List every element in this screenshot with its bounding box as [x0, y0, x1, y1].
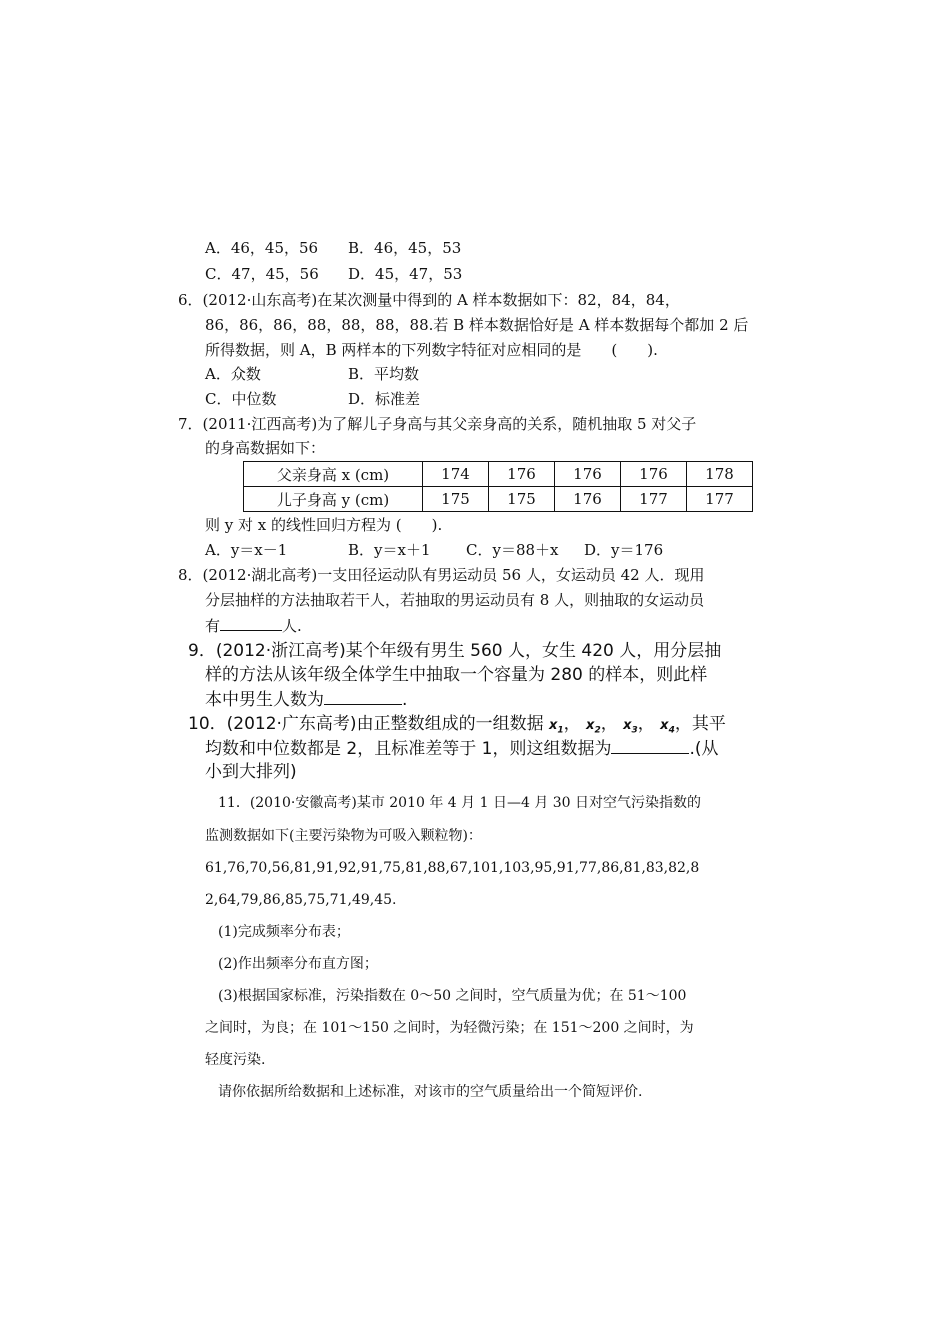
table-row	[244, 487, 753, 512]
table-header-son: 儿子身高 y (cm)	[244, 487, 423, 512]
q11-data-line2: 2,64,79,86,85,75,71,49,45.	[205, 892, 397, 908]
q10-line1-prefix: 10．(2012·广东高考)由正整数组成的一组数据	[188, 714, 544, 734]
q10-stem-line1: 10．(2012·广东高考)由正整数组成的一组数据 $x_1$， $x_2$， $x_3$， $x_4$，其平	[188, 714, 726, 736]
q7-option-b: B．y＝x＋1	[348, 541, 431, 559]
table-cell: 176	[621, 462, 687, 487]
q7-option-d: D．y＝176	[584, 541, 664, 559]
q8-line3-suffix: 人.	[282, 617, 302, 635]
table-cell: 175	[489, 487, 555, 512]
q10-stem-line3: 小到大排列)	[205, 762, 297, 782]
q6-stem-line3: 所得数据，则 A，B 两样本的下列数字特征对应相同的是 ( ).	[205, 341, 658, 359]
q10-stem-line2	[205, 737, 719, 760]
data-variable: $x_2$	[586, 718, 601, 736]
q11-part1: (1)完成频率分布表；	[218, 924, 350, 940]
q8-stem-line2: 分层抽样的方法抽取若干人，若抽取的男运动员有 8 人，则抽取的女运动员	[205, 591, 705, 609]
q11-part3-line3: 轻度污染.	[205, 1052, 266, 1068]
table-cell: 175	[423, 487, 489, 512]
q9-stem-line2: 样的方法从该年级全体学生中抽取一个容量为 280 的样本，则此样	[205, 665, 708, 685]
data-variable: $x_3$	[623, 718, 638, 736]
table-cell: 177	[687, 487, 753, 512]
answer-blank	[611, 737, 689, 754]
q5-option-b: B．46，45，53	[348, 239, 462, 257]
q8-line3-prefix: 有	[205, 617, 221, 635]
q11-part2: (2)作出频率分布直方图；	[218, 956, 378, 972]
q6-option-c: C．中位数	[205, 390, 277, 408]
q11-part3-line2: 之间时，为良；在 101～150 之间时，为轻微污染；在 151～200 之间时，为	[205, 1020, 694, 1036]
q5-option-c: C．47，45，56	[205, 265, 319, 283]
data-variable: $x_4$	[660, 718, 675, 736]
q9-line3-suffix: .	[402, 690, 408, 710]
q5-option-a: A．46，45，56	[205, 239, 319, 257]
table-header-father: 父亲身高 x (cm)	[244, 462, 423, 487]
q8-stem-line3	[205, 614, 302, 636]
table-cell: 176	[555, 487, 621, 512]
answer-blank	[324, 688, 402, 705]
q6-stem-line2: 86，86，86，88，88，88，88.若 B 样本数据恰好是 A 样本数据每个都加 2 后	[205, 316, 749, 334]
q5-option-d: D．45，47，53	[348, 265, 463, 283]
height-data-table	[243, 461, 753, 512]
q6-option-d: D．标准差	[348, 390, 421, 408]
q11-stem-line2: 监测数据如下(主要污染物为可吸入颗粒物)：	[205, 828, 482, 844]
q6-option-b: B．平均数	[348, 365, 420, 383]
q7-option-c: C．y＝88＋x	[466, 541, 559, 559]
q9-line3-prefix: 本中男生人数为	[205, 690, 324, 710]
table-cell: 177	[621, 487, 687, 512]
q8-stem-line1: 8．(2012·湖北高考)一支田径运动队有男运动员 56 人，女运动员 42 人．现用	[178, 566, 705, 584]
q7-option-a: A．y＝x－1	[205, 541, 288, 559]
q11-stem-line1: 11．(2010·安徽高考)某市 2010 年 4 月 1 日—4 月 30 日对空气污染指数的	[218, 795, 702, 811]
q7-stem-line1: 7．(2011·江西高考)为了解儿子身高与其父亲身高的关系，随机抽取 5 对父子	[178, 415, 697, 433]
q11-part3-line1: (3)根据国家标准，污染指数在 0～50 之间时，空气质量为优；在 51～100	[218, 988, 687, 1004]
table-cell: 174	[423, 462, 489, 487]
q7-stem-line3: 则 y 对 x 的线性回归方程为 ( ).	[205, 516, 443, 534]
table-cell: 178	[687, 462, 753, 487]
data-variable: $x_1$	[548, 718, 564, 736]
table-cell: 176	[489, 462, 555, 487]
q10-line2-suffix: .(从	[689, 739, 719, 759]
table-cell: 176	[555, 462, 621, 487]
q7-stem-line2: 的身高数据如下：	[205, 439, 326, 457]
q11-part3-line4: 请你依据所给数据和上述标准，对该市的空气质量给出一个简短评价.	[218, 1084, 643, 1100]
q9-stem-line3	[205, 688, 407, 711]
answer-blank	[220, 614, 282, 631]
table-row	[244, 462, 753, 487]
q6-stem-line1: 6．(2012·山东高考)在某次测量中得到的 A 样本数据如下：82，84，84，	[178, 291, 680, 309]
q11-data-line1: 61,76,70,56,81,91,92,91,75,81,88,67,101,103,95,91,77,86,81,83,82,8	[205, 860, 700, 876]
q10-line2-prefix: 均数和中位数都是 2，且标准差等于 1，则这组数据为	[205, 739, 612, 759]
q6-option-a: A．众数	[205, 365, 261, 383]
q10-line1-suffix: ，其平	[674, 714, 726, 734]
q9-stem-line1: 9．(2012·浙江高考)某个年级有男生 560 人，女生 420 人，用分层抽	[188, 641, 722, 661]
